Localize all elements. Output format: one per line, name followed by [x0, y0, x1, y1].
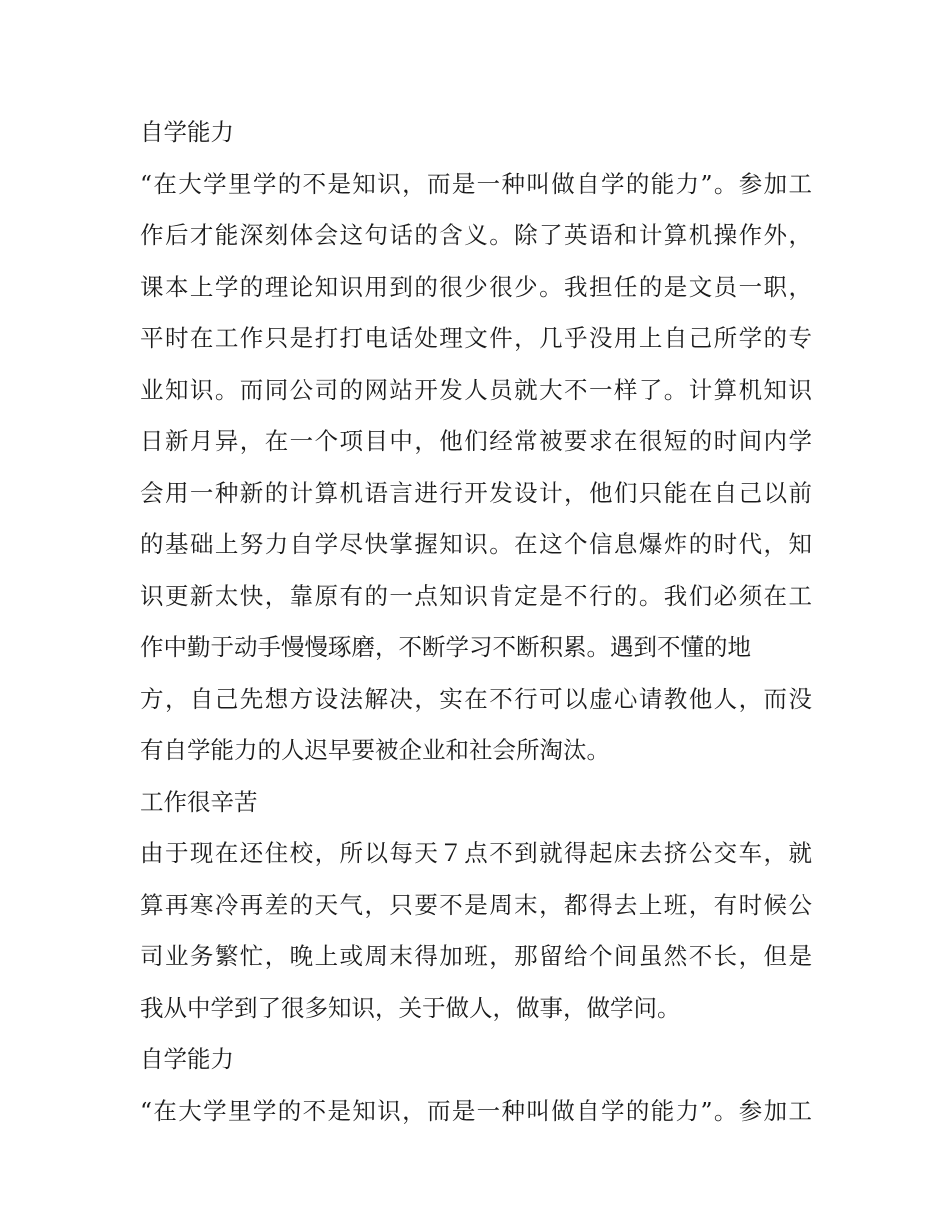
section-heading: 自学能力: [140, 118, 234, 146]
document-body: [140, 107, 812, 1137]
text-line: 的基础上努力自学尽快掌握知识。在这个信息爆炸的时代，知: [140, 530, 812, 558]
text-line: 方，自己先想方设法解决，实在不行可以虚心请教他人，而没: [140, 684, 812, 713]
text-line: 作中勤于动手慢慢琢磨，不断学习不断积累。遇到不懂的地: [140, 633, 751, 661]
text-line: 有自学能力的人迟早要被企业和社会所淘汰。: [140, 736, 610, 764]
text-line: 识更新太快，靠原有的一点知识肯定是不行的。我们必须在工: [140, 581, 812, 610]
text-line: 会用一种新的计算机语言进行开发设计，他们只能在自己以前: [140, 478, 812, 507]
text-line: 算再寒冷再差的天气，只要不是周末，都得去上班，有时候公: [140, 890, 812, 919]
text-line: 司业务繁忙，晚上或周末得加班，那留给个间虽然不长，但是: [140, 942, 812, 970]
text-line: 业知识。而同公司的网站开发人员就大不一样了。计算机知识: [140, 375, 812, 404]
text-line: 由于现在还住校，所以每天７点不到就得起床去挤公交车，就: [140, 839, 812, 867]
section-heading: 工作很辛苦: [140, 787, 258, 816]
text-line: “在大学里学的不是知识，而是一种叫做自学的能力”。参加工: [140, 1096, 812, 1125]
text-line: 平时在工作只是打打电话处理文件，几乎没用上自己所学的专: [140, 324, 812, 352]
text-line: 我从中学到了很多知识，关于做人，做事，做学问。: [140, 993, 681, 1022]
text-line: “在大学里学的不是知识，而是一种叫做自学的能力”。参加工: [140, 169, 812, 198]
text-line: 作后才能深刻体会这句话的含义。除了英语和计算机操作外，: [140, 221, 812, 249]
section-heading: 自学能力: [140, 1045, 234, 1073]
text-line: 课本上学的理论知识用到的很少很少。我担任的是文员一职，: [140, 272, 812, 301]
text-line: 日新月异，在一个项目中，他们经常被要求在很短的时间内学: [140, 427, 812, 455]
